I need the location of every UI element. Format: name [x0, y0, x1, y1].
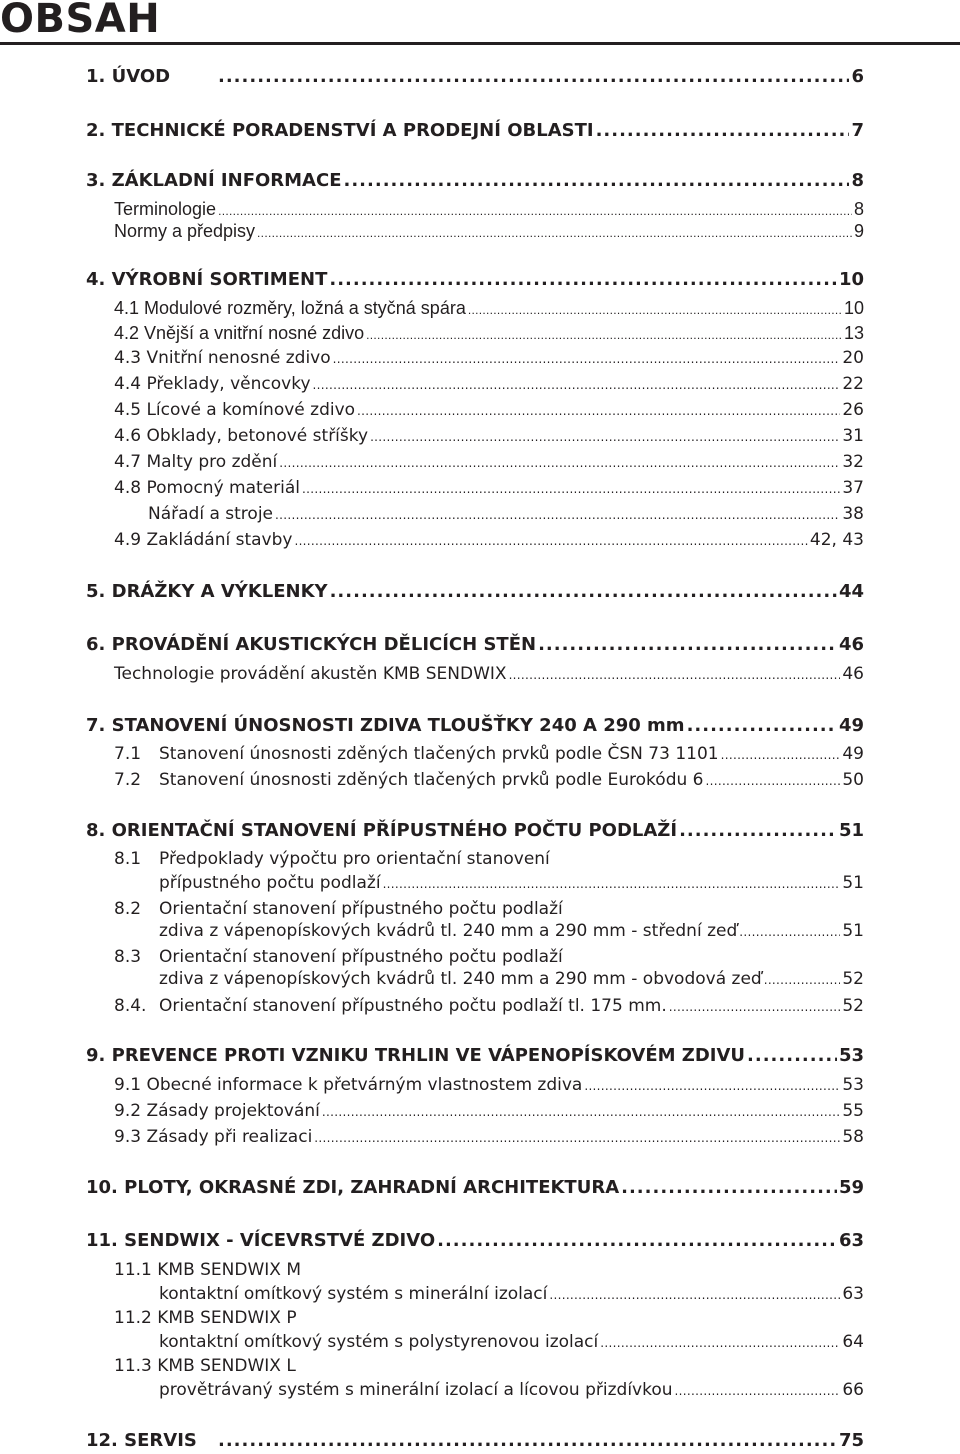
toc-item-akusteny[interactable]: Technologie provádění akustěn KMB SENDWIX ..... 46: [114, 661, 864, 687]
toc-leader: [370, 424, 840, 450]
toc-chapter-11[interactable]: 11. SENDWIX - VÍCEVRSTVÉ ZDIVO ..... 63: [86, 1228, 864, 1254]
toc-leader: [383, 871, 841, 897]
toc-item-8-2[interactable]: zdiva z vápenopískových kvádrů tl. 240 mm a 290 mm - střední zeď ..... 51: [159, 918, 864, 944]
toc-leader: [333, 346, 841, 372]
toc-leader: [322, 1099, 840, 1125]
toc-item-9-3[interactable]: 9.3 Zásady při realizaci ..... 58: [114, 1124, 864, 1150]
toc-item-11-3[interactable]: provětrávaný systém s minerální izolací a lícovou přizdívkou ..... 66: [159, 1377, 864, 1403]
toc-chapter-1[interactable]: 1. ÚVOD ..... 6: [86, 64, 864, 90]
toc-leader: [600, 1330, 840, 1356]
toc-item-8-3-line1[interactable]: 8.3 Orientační stanovení přípustného počtu podlaží: [114, 947, 563, 967]
toc-item-9-1[interactable]: 9.1 Obecné informace k přetvárným vlastnostem zdiva ..... 53: [114, 1072, 864, 1098]
toc-chapter-6[interactable]: 6. PROVÁDĚNÍ AKUSTICKÝCH DĚLICÍCH STĚN ..... 46: [86, 632, 864, 658]
toc-leader: [739, 919, 840, 945]
page-title: OBSAH: [0, 0, 161, 42]
toc-item-11-1[interactable]: kontaktní omítkový systém s minerální izolací ..... 63: [159, 1281, 864, 1307]
toc-leader: [330, 579, 837, 605]
toc-leader: [538, 632, 837, 658]
toc-item-7-2[interactable]: 7.2 Stanovení únosnosti zděných tlačených prvků podle Eurokódu 6 ..... 50: [114, 767, 864, 793]
toc-item-8-2-line1[interactable]: 8.2 Orientační stanovení přípustného počtu podlaží: [114, 899, 563, 919]
toc-chapter-4[interactable]: 4. VÝROBNÍ SORTIMENT ..... 10: [86, 267, 864, 293]
toc-item-terminologie[interactable]: Terminologie ..... 8: [114, 196, 864, 222]
toc-leader: [218, 64, 849, 90]
toc-leader: [437, 1228, 837, 1254]
toc-leader: [357, 398, 840, 424]
toc-leader: [275, 502, 840, 528]
toc-leader: [218, 1428, 837, 1454]
toc-leader: [302, 476, 840, 502]
toc-leader: [679, 818, 837, 844]
toc-item-4-9[interactable]: 4.9 Zakládání stavby ..... 42, 43: [114, 527, 864, 553]
toc-leader: [621, 1175, 837, 1201]
toc-leader: [549, 1282, 840, 1308]
toc-leader: [257, 220, 852, 246]
toc-chapter-10[interactable]: 10. PLOTY, OKRASNÉ ZDI, ZAHRADNÍ ARCHITEKTURA ..... 59: [86, 1175, 864, 1201]
toc-item-8-1[interactable]: přípustného počtu podlaží ..... 51: [159, 870, 864, 896]
toc-item-8-4[interactable]: 8.4. Orientační stanovení přípustného počtu podlaží tl. 175 mm. ..... 52: [114, 993, 864, 1019]
toc-item-4-6[interactable]: 4.6 Obklady, betonové stříšky ..... 31: [114, 423, 864, 449]
toc-chapter-3[interactable]: 3. ZÁKLADNÍ INFORMACE ..... 8: [86, 168, 864, 194]
toc-chapter-9[interactable]: 9. PREVENCE PROTI VZNIKU TRHLIN VE VÁPENOPÍSKOVÉM ZDIVU ..... 53: [86, 1043, 864, 1069]
toc-item-4-7[interactable]: 4.7 Malty pro zdění ..... 32: [114, 449, 864, 475]
toc-item-11-2[interactable]: kontaktní omítkový systém s polystyrenovou izolací ..... 64: [159, 1329, 864, 1355]
toc-item-11-3-line1[interactable]: 11.3 KMB SENDWIX L: [114, 1356, 296, 1376]
toc-leader: [705, 768, 840, 794]
toc-item-9-2[interactable]: 9.2 Zásady projektování ..... 55: [114, 1098, 864, 1124]
toc-chapter-5[interactable]: 5. DRÁŽKY A VÝKLENKY ..... 44: [86, 579, 864, 605]
toc-leader: [279, 450, 840, 476]
toc-leader: [721, 742, 841, 768]
toc-chapter-2[interactable]: 2. TECHNICKÉ PORADENSTVÍ A PRODEJNÍ OBLASTI ..... 7: [86, 118, 864, 144]
toc-item-4-3[interactable]: 4.3 Vnitřní nenosné zdivo ..... 20: [114, 345, 864, 371]
toc-item-4-8[interactable]: 4.8 Pomocný materiál ..... 37: [114, 475, 864, 501]
toc-item-4-1[interactable]: 4.1 Modulové rozměry, ložná a styčná spára ..... 10: [114, 295, 864, 321]
toc-leader: [687, 713, 837, 739]
toc-chapter-8[interactable]: 8. ORIENTAČNÍ STANOVENÍ PŘÍPUSTNÉHO POČTU PODLAŽÍ ..... 51: [86, 818, 864, 844]
toc-leader: [509, 662, 841, 688]
toc-item-8-1-line1[interactable]: 8.1 Předpoklady výpočtu pro orientační stanovení: [114, 849, 550, 869]
toc-leader: [313, 372, 841, 398]
toc-item-8-3[interactable]: zdiva z vápenopískových kvádrů tl. 240 mm a 290 mm - obvodová zeď ..... 52: [159, 966, 864, 992]
toc-chapter-12[interactable]: 12. SERVIS ..... 75: [86, 1428, 864, 1454]
toc-leader: [314, 1125, 840, 1151]
toc-item-normy[interactable]: Normy a předpisy ..... 9: [114, 218, 864, 244]
toc-item-11-1-line1[interactable]: 11.1 KMB SENDWIX M: [114, 1260, 302, 1280]
toc-leader: [747, 1043, 837, 1069]
toc-item-7-1[interactable]: 7.1 Stanovení únosnosti zděných tlačených prvků podle ČSN 73 1101 ..... 49: [114, 741, 864, 767]
toc-leader: [584, 1073, 840, 1099]
toc-item-4-4[interactable]: 4.4 Překlady, věncovky ..... 22: [114, 371, 864, 397]
toc-item-4-2[interactable]: 4.2 Vnější a vnitřní nosné zdivo ..... 13: [114, 320, 864, 346]
toc-leader: [669, 994, 841, 1020]
toc-leader: [294, 528, 807, 554]
toc-item-naradi[interactable]: Nářadí a stroje ..... 38: [148, 501, 864, 527]
toc-item-4-5[interactable]: 4.5 Lícové a komínové zdivo ..... 26: [114, 397, 864, 423]
toc-item-11-2-line1[interactable]: 11.2 KMB SENDWIX P: [114, 1308, 297, 1328]
toc-leader: [329, 267, 837, 293]
toc-leader: [675, 1378, 841, 1404]
toc-leader: [764, 967, 841, 993]
toc-chapter-7[interactable]: 7. STANOVENÍ ÚNOSNOSTI ZDIVA TLOUŠŤKY 240 A 290 mm ..... 49: [86, 713, 864, 739]
toc-leader: [596, 118, 850, 144]
toc-leader: [344, 168, 850, 194]
